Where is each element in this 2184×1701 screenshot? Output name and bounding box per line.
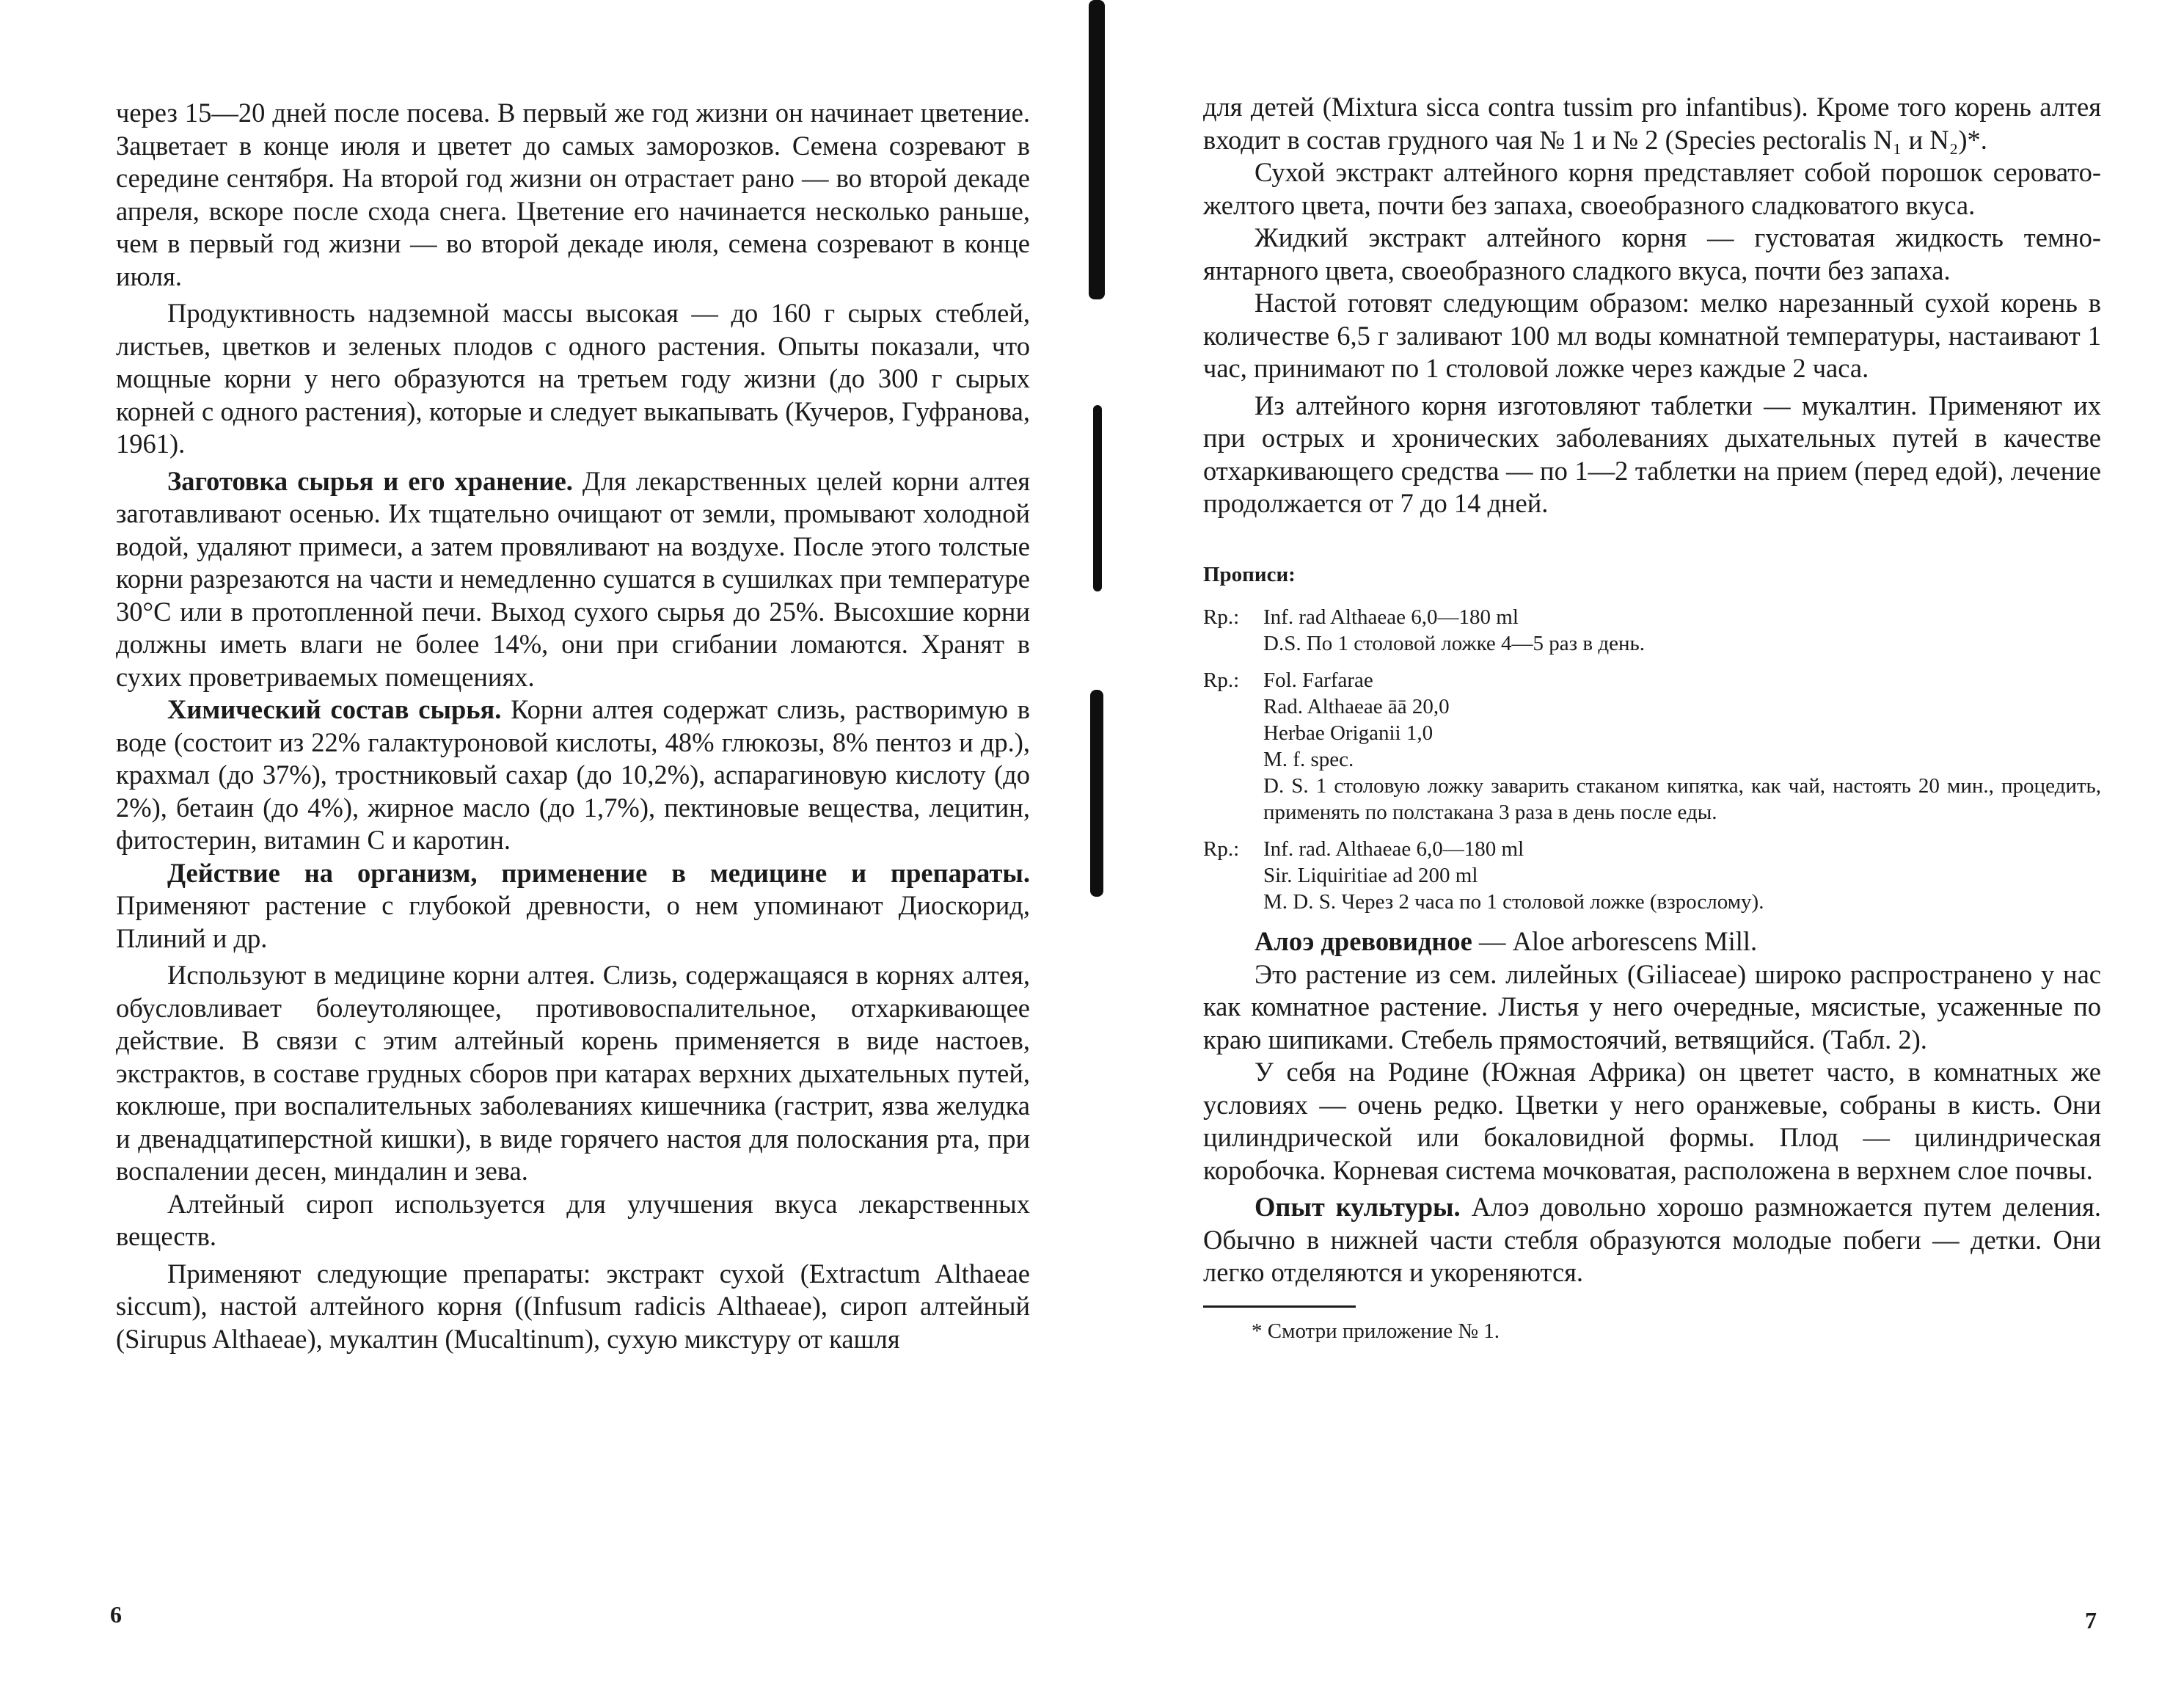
right-page [1092, 0, 2184, 1701]
paragraph: Жидкий экстракт алтейного корня — густоватая жидкость темно-янтарного цвета, своеобразного сладкого вкуса, почти без запаха. [1203, 222, 2101, 285]
paragraph: через 15—20 дней после посева. В первый же год жизни он начинает цветение. Зацветает в конце июля и цветет до самых заморозков. Семена созревают в середине сентября. На второй год жизни он отрастает рано — во второй декаде апреля, вскоре после схода снега. Цветение его начинается несколько раньше, чем в первый год жизни — во второй декаде июля, семена созревают в конце июля. [116, 98, 1030, 291]
prescription-line: Sir. Liquiritiae ad 200 ml [1263, 864, 1478, 887]
prescription-line: D. S. 1 столовую ложку заварить стаканом кипятка, как чай, настоять 20 мин., процедить, применять по полстакана 3 раза в день после еды. [1263, 774, 2101, 824]
paragraph: Используют в медицине корни алтея. Слизь, содержащаяся в корнях алтея, обусловливает болеутоляющее, противовоспалительное, отхаркивающее действие. В связи с этим алтейный корень применяется в виде настоев, экстрактов, в составе грудных сборов при катарах верхних дыхательных путей, коклюше, при воспалительных заболеваниях кишечника (гастрит, язва желудка и двенадцатиперстной кишки), в виде горячего настоя для полоскания рта, при воспалении десен, миндалин и зева. [116, 960, 1030, 1186]
prescription-line: Rad. Althaeae āā 20,0 [1263, 695, 1450, 718]
footnote-separator [1203, 1305, 1356, 1308]
prescription-label: Rp.: [1203, 837, 1240, 861]
paragraph: Применяют следующие препараты: экстракт сухой (Extractum Althaeae siccum), настой алтейного корня ((Infusum radicis Althaeae), сироп алтейный (Sirupus Althaeae), мукалтин (Mucaltinum), сухую микстуру от кашля [116, 1258, 1030, 1354]
prescription [1203, 604, 2101, 657]
prescription-label: Rp.: [1203, 669, 1240, 692]
page-number: 6 [110, 1601, 122, 1628]
left-text-column [116, 97, 1030, 1355]
prescription-line: Inf. rad Althaeae 6,0—180 ml [1263, 605, 1519, 629]
paragraph: Действие на организм, применение в медицине и препараты. Применяют растение с глубокой древности, о нем упоминают Диоскорид, Плиний и др. [116, 857, 1030, 953]
paragraph: Это растение из сем. лилейных (Giliaceae) широко распространено у нас как комнатное растение. Листья у него очередные, мясистые, усаженные по краю шипиками. Стебель прямостоячий, ветвящийся. (Табл. 2). [1203, 958, 2101, 1055]
prescription-line: M. f. spec. [1263, 748, 1354, 771]
paragraph: Опыт культуры. Алоэ довольно хорошо размножается путем деления. Обычно в нижней части стебля образуются молодые побеги — детки. Они легко отделяются и укореняются. [1203, 1192, 2101, 1287]
page-number: 7 [2085, 1607, 2097, 1633]
section-heading: Заготовка сырья и его хранение. [167, 465, 573, 496]
prescriptions-title: Прописи: [1203, 562, 1296, 586]
section-heading: Опыт культуры. [1254, 1192, 1461, 1222]
prescription-line: D.S. По 1 столовой ложке 4—5 раз в день. [1263, 632, 1645, 655]
paragraph: Сухой экстракт алтейного корня представляет собой порошок серовато-желтого цвета, почти без запаха, своеобразного сладковатого вкуса. [1203, 157, 2101, 220]
prescription [1203, 667, 2101, 826]
prescription [1203, 836, 2101, 915]
prescription-label: Rp.: [1203, 605, 1240, 629]
prescription-line: Herbae Origanii 1,0 [1263, 721, 1434, 745]
paragraph: Продуктивность надземной массы высокая — до 160 г сырых стеблей, листьев, цветков и зеленых плодов с одного растения. Опыты показали, что мощные корни у него образуются на третьем году жизни (до 300 г сырых корней с одного растения), которые и следует выкапывать (Кучеров, Гуфранова, 1961). [116, 298, 1030, 459]
prescription-line: Inf. rad. Althaeae 6,0—180 ml [1263, 837, 1524, 861]
paragraph: Алтейный сироп используется для улучшения вкуса лекарственных веществ. [116, 1188, 1030, 1251]
section-heading: Химический состав сырья. [167, 694, 502, 724]
right-text-column [1203, 91, 2101, 1344]
species-heading [1203, 925, 2101, 958]
paragraph: для детей (Mixtura sicca contra tussim pro infantibus). Кроме того корень алтея входит в состав грудного чая № 1 и № 2 (Species pectoralis N₁ и N₂)*. [1203, 92, 2101, 155]
paragraph: Настой готовят следующим образом: мелко нарезанный сухой корень в количестве 6,5 г заливают 100 мл воды комнатной температуры, настаивают 1 час, принимают по 1 столовой ложке через каждые 2 часа. [1203, 288, 2101, 383]
footnote: * Смотри приложение № 1. [1252, 1319, 1500, 1343]
prescription-line: Fol. Farfarae [1263, 669, 1373, 692]
prescription-line: M. D. S. Через 2 часа по 1 столовой ложке (взрослому). [1263, 890, 1764, 914]
species-name: Алоэ древовидное [1254, 926, 1472, 956]
paragraph: Из алтейного корня изготовляют таблетки — мукалтин. Применяют их при острых и хронических заболеваниях дыхательных путей в качестве отхаркивающего средства — по 1—2 таблетки на прием (перед едой), лечение продолжается от 7 до 14 дней. [1203, 390, 2101, 518]
paragraph: Заготовка сырья и его хранение. Для лекарственных целей корни алтея заготавливают осенью. Их тщательно очищают от земли, промывают холодной водой, удаляют примеси, а затем провяливают на воздухе. После этого толстые корни разрезаются на части и немедленно сушатся в сушилках при температуре 30°С или в протопленной печи. Выход сухого сырья до 25%. Высохшие корни должны иметь влаги не более 14%, они при сгибании ломаются. Хранят в сухих проветриваемых помещениях. [116, 465, 1030, 692]
paragraph: У себя на Родине (Южная Африка) он цветет часто, в комнатных же условиях — очень редко. Цветки у него оранжевые, собраны в кисть. Они цилиндрической или бокаловидной формы. Плод — цилиндрическая коробочка. Корневая система мочковатая, расположена в верхнем слое почвы. [1203, 1057, 2101, 1185]
section-heading: Действие на организм, применение в медицине и препараты. [167, 857, 1030, 888]
paragraph: Химический состав сырья. Корни алтея содержат слизь, растворимую в воде (состоит из 22% галактуроновой кислоты, 48% глюкозы, 8% пентоз и др.), крахмал (до 37%), тростниковый сахар (до 10,2%), аспарагиновую кислоту (до 2%), бетаин (до 4%), жирное масло (до 1,7%), пектиновые вещества, лецитин, фитостерин, витамин С и каротин. [116, 694, 1030, 855]
species-latin-name: — Aloe arborescens Mill. [1472, 926, 1758, 956]
